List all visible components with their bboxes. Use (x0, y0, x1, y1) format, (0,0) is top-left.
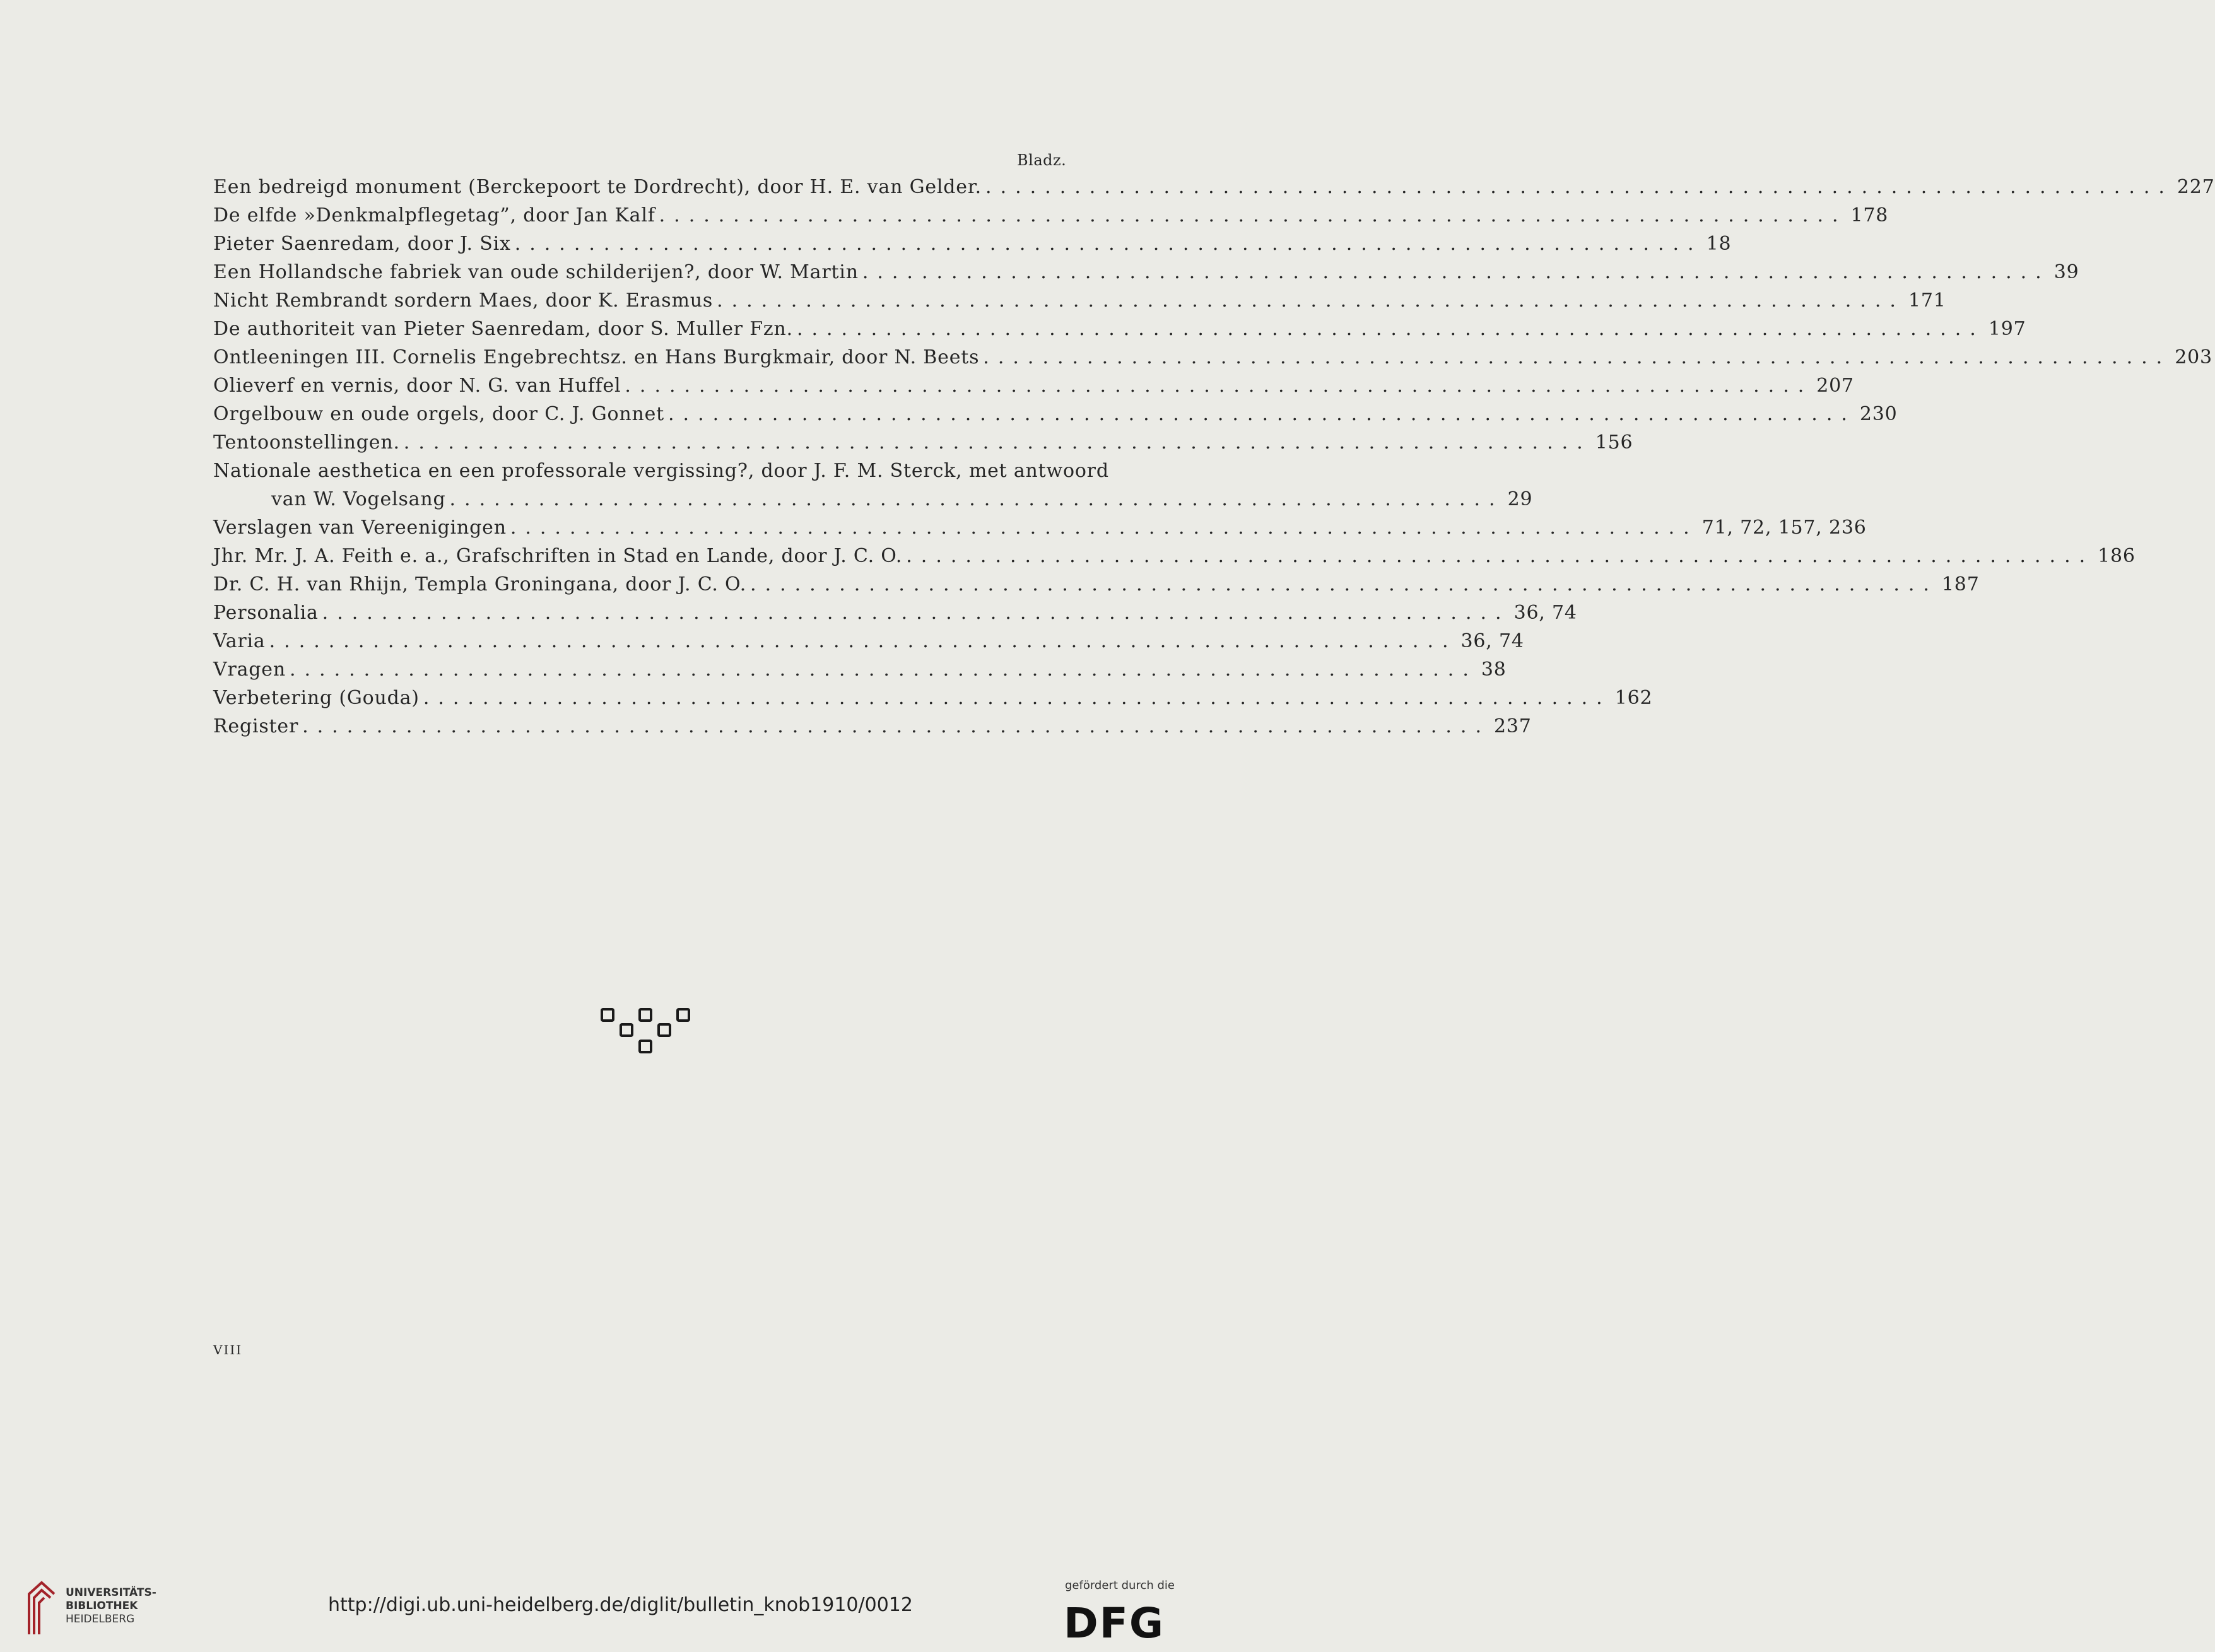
toc-entry-title: De authoriteit van Pieter Saenredam, door S. Muller Fzn. (213, 318, 793, 340)
toc-entry (213, 542, 2136, 570)
funding-note: gefördert durch die (1065, 1579, 1175, 1592)
leader-dots: ................................................................................ (659, 204, 1847, 226)
toc-entry-page: 18 (1706, 233, 1732, 255)
toc-entry-wrapped-line1 (213, 457, 1109, 485)
toc-entry-title: Jhr. Mr. J. A. Feith e. a., Grafschriften in Stad en Lande, door J. C. O. (213, 545, 903, 567)
toc-entry-title: Verslagen van Vereenigingen (213, 517, 507, 539)
leader-dots: ................................................................................ (514, 233, 1703, 255)
leader-dots: ................................................................................ (269, 630, 1457, 652)
toc-entry-page: 29 (1507, 488, 1533, 510)
toc-entry-page: 171 (1908, 290, 1946, 312)
toc-entry-title: Nicht Rembrandt sordern Maes, door K. Erasmus (213, 290, 714, 312)
toc-entry-title: Dr. C. H. van Rhijn, Templa Groningana, door J. C. O. (213, 573, 747, 595)
leader-dots: ................................................................................ (510, 517, 1698, 539)
table-of-contents (213, 173, 2215, 741)
toc-entry-page: 156 (1595, 431, 1633, 454)
toc-entry (213, 315, 2026, 343)
toc-entry (213, 570, 1980, 599)
toc-entry-title: Varia (213, 630, 266, 652)
toc-entry-wrapped-line2 (213, 485, 1533, 513)
toc-entry-title: Een Hollandsche fabriek van oude schilderijen?, door W. Martin (213, 261, 859, 283)
toc-entry-page: 197 (1988, 318, 2026, 340)
toc-entry-title: Register (213, 715, 299, 737)
leader-dots: ................................................................................ (985, 176, 2173, 198)
toc-entry (213, 173, 2215, 201)
leader-dots: ................................................................................ (625, 375, 1813, 397)
toc-entry-title: Ontleeningen III. Cornelis Engebrechtsz. en Hans Burgkmair, door N. Beets (213, 346, 980, 368)
toc-entry-page: 162 (1614, 687, 1653, 709)
leader-dots: ................................................................................ (983, 346, 2171, 368)
leader-dots: ................................................................................ (423, 687, 1611, 709)
toc-entry-page: 38 (1481, 659, 1507, 681)
toc-entry-page: 207 (1816, 375, 1854, 397)
toc-entry-page: 186 (2098, 545, 2136, 567)
toc-entry-page: 178 (1850, 204, 1889, 226)
toc-entry-page: 203 (2175, 346, 2212, 368)
toc-entry (213, 684, 1653, 712)
toc-entry-title: Nationale aesthetica en een professorale vergissing?, door J. F. M. Sterck, met antwoord (213, 460, 1109, 482)
toc-entry-title: Personalia (213, 602, 319, 624)
toc-entry (213, 230, 1732, 258)
leader-dots: ....................................................................... (449, 488, 1504, 510)
leader-dots: ................................................................................ (906, 545, 2095, 567)
toc-entry (213, 343, 2212, 372)
page-column-header: Bladz. (1017, 151, 1067, 169)
toc-entry-page: 36, 74 (1460, 630, 1524, 652)
toc-entry-page: 237 (1493, 715, 1532, 737)
toc-entry-page: 36, 74 (1513, 602, 1577, 624)
toc-entry (213, 286, 1946, 315)
toc-entry-title: Tentoonstellingen. (213, 431, 400, 454)
leader-dots: ................................................................................ (796, 318, 1985, 340)
toc-entry (213, 428, 1633, 457)
dfg-logo: DFG (1064, 1599, 1165, 1648)
leader-dots: ................................................................................ (668, 403, 1856, 425)
toc-entry-title: Olieverf en vernis, door N. G. van Huffel (213, 375, 621, 397)
toc-entry (213, 201, 1889, 230)
leader-dots: ................................................................................ (403, 431, 1592, 454)
toc-entry-page: 187 (1941, 573, 1980, 595)
leader-dots: ................................................................................ (717, 290, 1905, 312)
library-name: UNIVERSITÄTS- BIBLIOTHEK HEIDELBERG (66, 1586, 156, 1626)
leader-dots: ................................................................................ (322, 602, 1510, 624)
leader-dots: ................................................................................ (750, 573, 1938, 595)
leader-dots: ................................................................................ (302, 715, 1490, 737)
toc-entry (213, 712, 1532, 741)
toc-entry-title: Pieter Saenredam, door J. Six (213, 233, 511, 255)
toc-entry-page: 39 (2053, 261, 2079, 283)
footer-bar (0, 1565, 1194, 1652)
toc-entry (213, 627, 1524, 655)
toc-entry-title: De elfde »Denkmalpflegetag”, door Jan Kalf (213, 204, 655, 226)
toc-entry-title: Orgelbouw en oude orgels, door C. J. Gonnet (213, 403, 665, 425)
source-url-link[interactable]: http://digi.ub.uni-heidelberg.de/diglit/bulletin_knob1910/0012 (328, 1594, 913, 1616)
toc-entry-title: Een bedreigd monument (Berckepoort te Dordrecht), door H. E. van Gelder. (213, 176, 982, 198)
toc-entry (213, 655, 1507, 684)
toc-entry (213, 258, 2079, 286)
toc-entry-title: Verbetering (Gouda) (213, 687, 420, 709)
folio-number: VIII (213, 1342, 243, 1357)
toc-entry-page: 71, 72, 157, 236 (1701, 517, 1867, 539)
toc-entry-title: van W. Vogelsang (271, 488, 446, 510)
library-logo-icon (25, 1578, 58, 1638)
toc-entry (213, 599, 1577, 627)
toc-entry-page: 230 (1859, 403, 1898, 425)
toc-entry-title: Vragen (213, 659, 286, 681)
ornament-squares-icon (599, 1007, 693, 1057)
leader-dots: ................................................................................ (289, 659, 1478, 681)
toc-entry (213, 372, 1854, 400)
leader-dots: ................................................................................ (862, 261, 2050, 283)
toc-entry (213, 400, 1898, 428)
toc-entry (213, 513, 1867, 542)
toc-entry-page: 227 (2177, 176, 2215, 198)
